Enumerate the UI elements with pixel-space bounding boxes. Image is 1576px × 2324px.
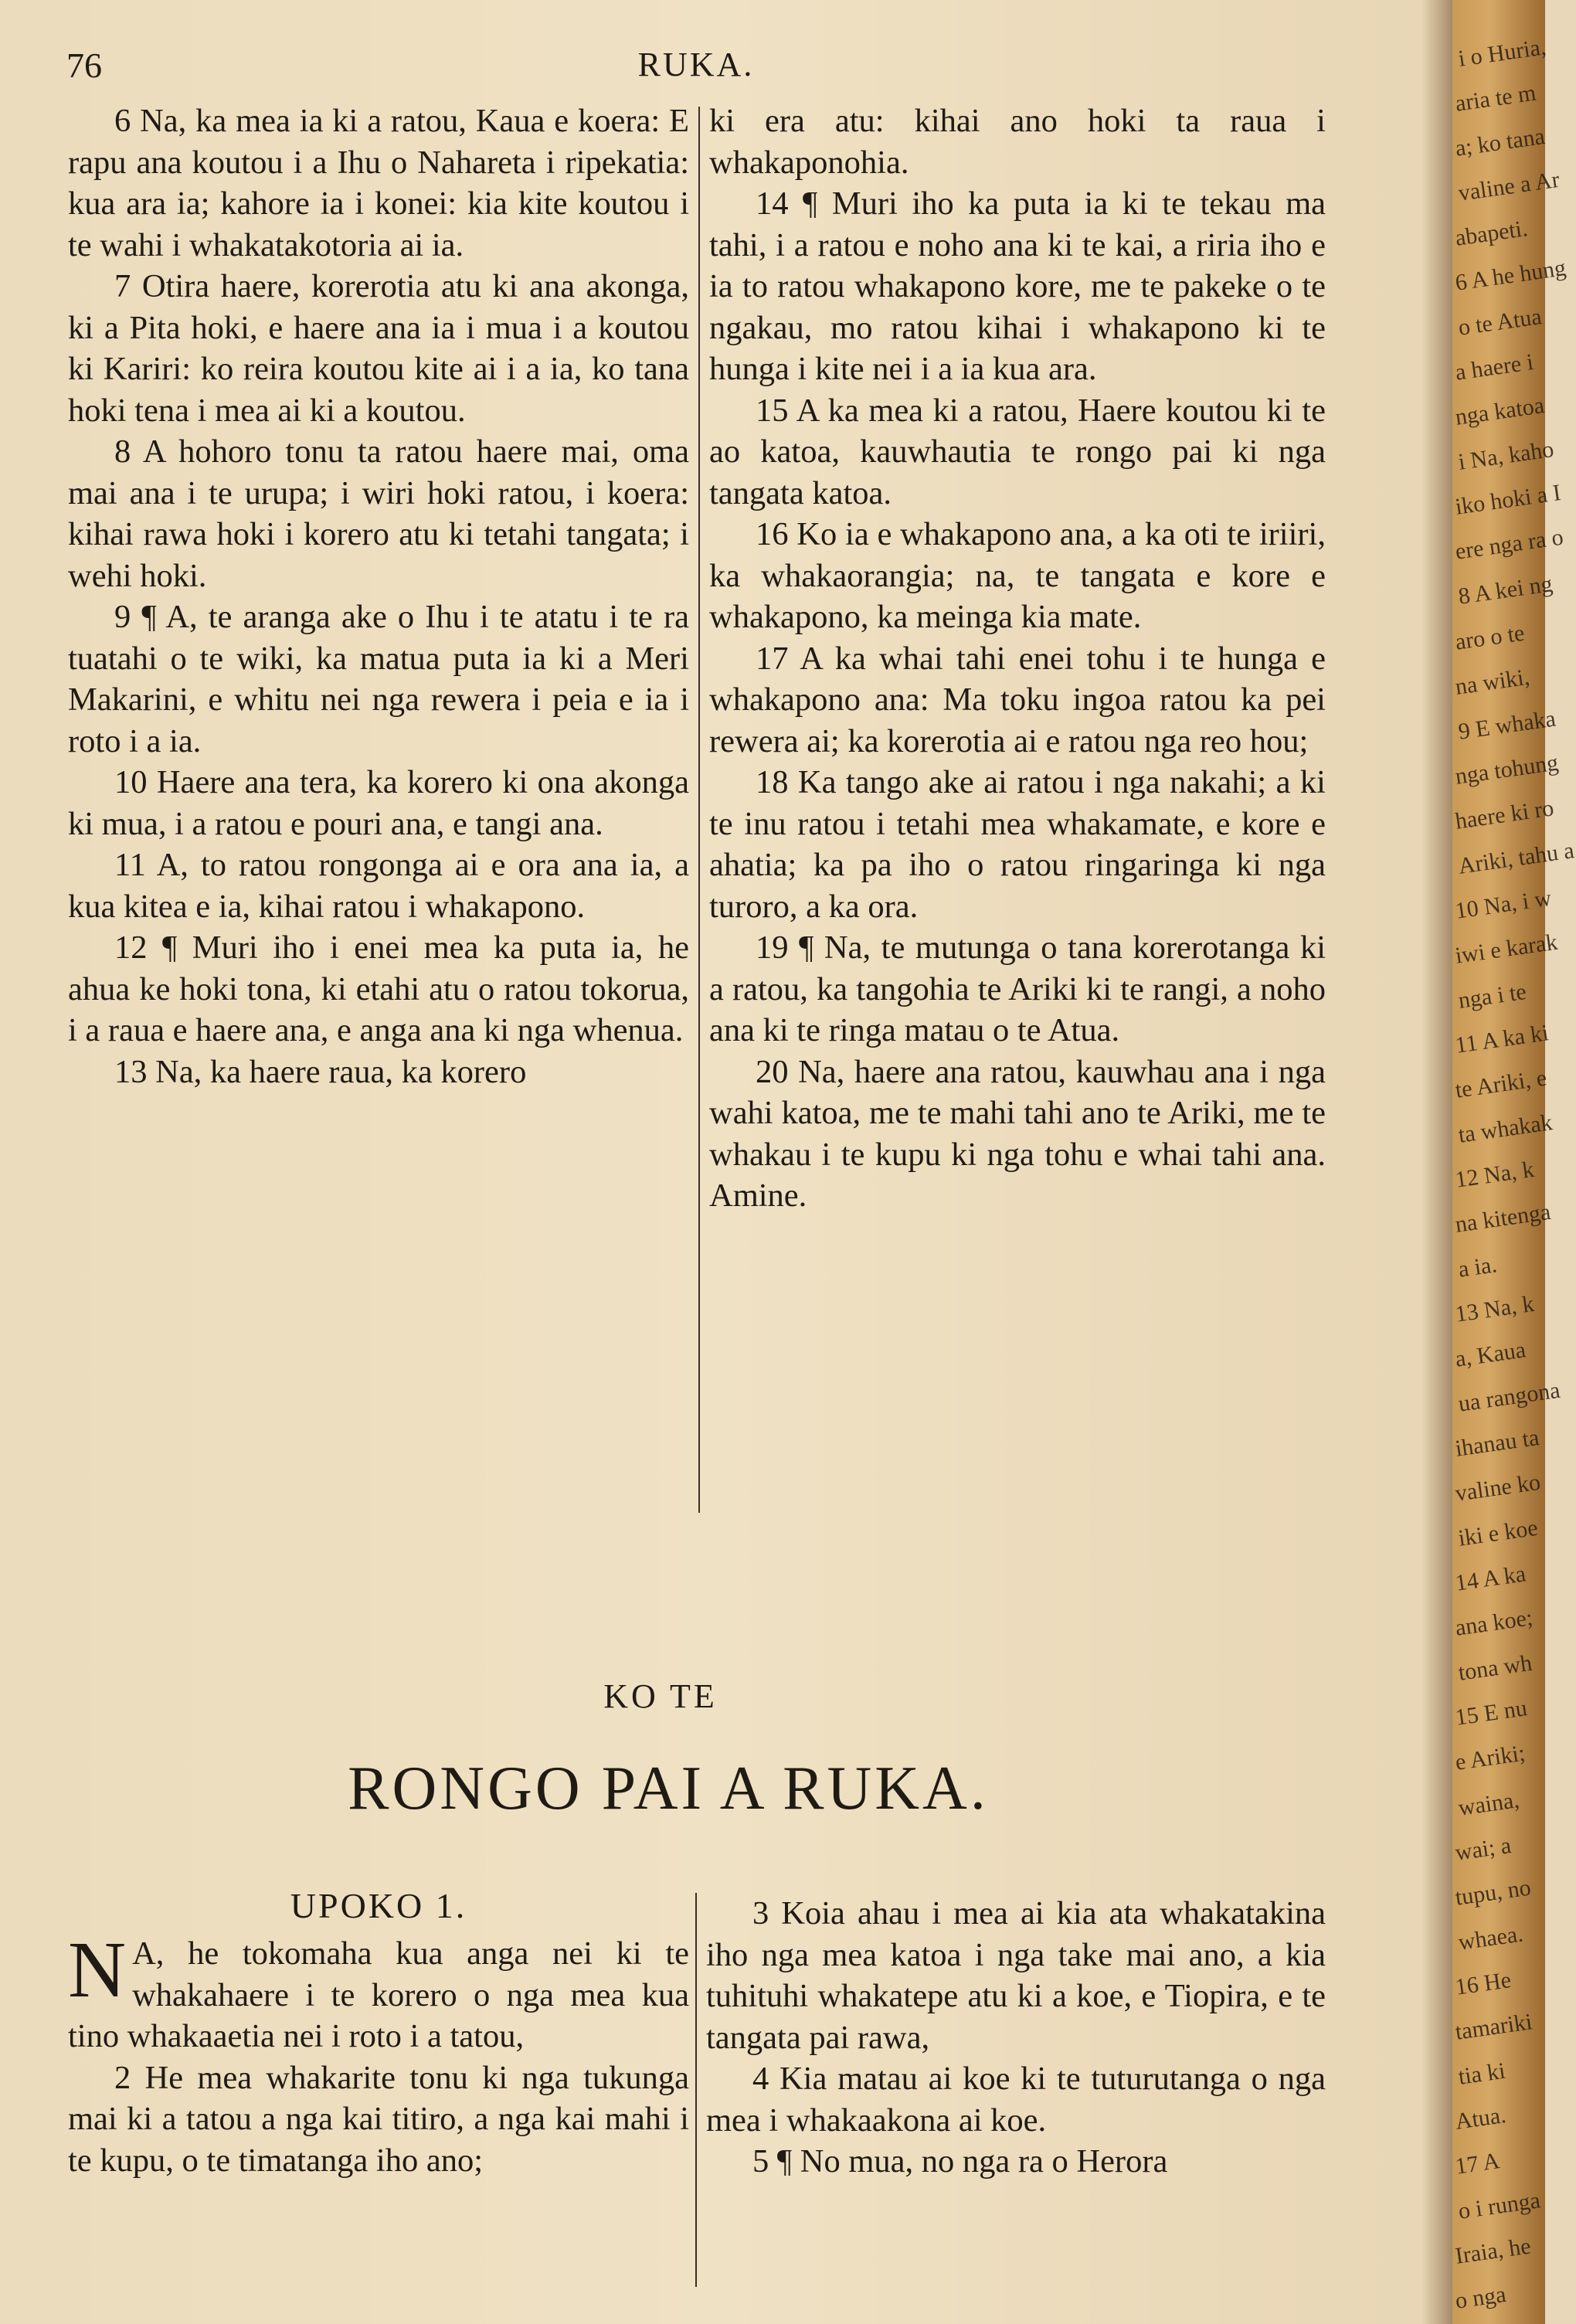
top-right-column bbox=[709, 100, 1326, 1217]
verse-paragraph: 5 ¶ No mua, no nga ra o Herora bbox=[752, 2143, 1168, 2180]
opening-paragraph bbox=[68, 1925, 689, 2057]
adjacent-page-text: a, Kaua bbox=[1453, 1337, 1527, 1372]
column-divider bbox=[698, 107, 700, 1513]
adjacent-page-text: valine ko bbox=[1453, 1469, 1542, 1507]
adjacent-page-text: 13 Na, k bbox=[1453, 1290, 1536, 1327]
adjacent-page-text: waina, bbox=[1456, 1786, 1521, 1821]
verse-paragraph: 10 Haere ana tera, ka korero ki ona akonga ki mua, i a ratou e pouri ana, e tangi ana. bbox=[68, 764, 689, 842]
page-header bbox=[66, 45, 1326, 91]
adjacent-page-text: Iraia, he bbox=[1453, 2233, 1533, 2269]
adjacent-page-text: tamariki bbox=[1453, 2008, 1534, 2045]
drop-cap: N bbox=[68, 1925, 127, 2014]
adjacent-page-edge bbox=[1452, 0, 1576, 2324]
section-title: RONGO PAI A RUKA. bbox=[348, 1755, 989, 1823]
adjacent-page-text: tupu, no bbox=[1453, 1874, 1533, 1911]
verse-paragraph: 11 A, to ratou rongonga ai e ora ana ia, a kua kitea e ia, kihai ratou i whakapono. bbox=[68, 847, 689, 925]
verse-paragraph: 17 A ka whai tahi enei tohu i te hunga e whakapono ana: Ma toku ingoa ratou ka pei rewera ai; ka korerotia ai e ratou nga reo hou; bbox=[709, 640, 1326, 759]
adjacent-page-text: i Na, kaho bbox=[1456, 437, 1556, 476]
adjacent-page-text: a; ko tana bbox=[1453, 124, 1547, 161]
verse-paragraph: 6 Na, ka mea ia ki a ratou, Kaua e koera: E rapu ana koutou i a Ihu o Nahareta i ripekatia: kua ara ia; kahore ia i konei: kia kite koutou i te wahi i whakatakotoria ai ia. bbox=[68, 103, 689, 263]
adjacent-page-text: 17 A bbox=[1453, 2147, 1502, 2180]
adjacent-page-text: Atua. bbox=[1453, 2101, 1508, 2135]
verse-paragraph: 3 Koia ahau i mea ai kia ata whakatakina iho nga mea katoa i nga take mai ano, a kia tuhituhi whakatepe atu ki a koe, e Tiopira, e te tangata pai rawa, bbox=[706, 1895, 1326, 2056]
verse-paragraph: 12 ¶ Muri iho i enei mea ka puta ia, he ahua ke hoki tona, ki etahi atu o ratou tokorua, i a raua e haere ana, e anga ana ki nga whenua. bbox=[68, 929, 689, 1048]
page-number: 76 bbox=[66, 46, 102, 85]
adjacent-page-text: o te Atua bbox=[1456, 304, 1544, 341]
bottom-left-column bbox=[68, 1925, 689, 2181]
adjacent-page-text: 16 He bbox=[1453, 1966, 1513, 2000]
adjacent-page-text: nga i te bbox=[1456, 978, 1528, 1014]
column-divider bbox=[695, 1893, 697, 2287]
verse-paragraph: 13 Na, ka haere raua, ka korero bbox=[114, 1053, 527, 1090]
section-subtitle: KO TE bbox=[603, 1677, 718, 1715]
verse-paragraph: 2 He mea whakarite tonu ki nga tukunga mai ki a tatou a nga kai titiro, a nga kai mahi i te kupu, o te timatanga iho ano; bbox=[68, 2059, 689, 2179]
adjacent-page-text: 12 Na, k bbox=[1453, 1156, 1536, 1193]
adjacent-page-text: te Ariki, e bbox=[1453, 1065, 1549, 1103]
adjacent-page-text: 6 A he hung bbox=[1453, 255, 1568, 297]
verse-paragraph: 8 A hohoro tonu ta ratou haere mai, oma mai ana i te urupa; i wiri hoki ratou, i koera: kihai rawa hoki i korero atu ki tetahi tangata; i wehi hoki. bbox=[68, 433, 689, 594]
adjacent-page-text: iwi e karak bbox=[1453, 929, 1560, 969]
adjacent-page-text: ta whakak bbox=[1456, 1109, 1554, 1148]
adjacent-page-text: haere ki ro bbox=[1453, 794, 1556, 834]
adjacent-page-text: ua rangona bbox=[1456, 1377, 1562, 1418]
opening-text: A, he tokomaha kua anga nei ki te whakahaere i te korero o nga mea kua tino whakaaetia nei i roto i a tatou, bbox=[68, 1935, 689, 2054]
adjacent-page-text: 14 A ka bbox=[1453, 1561, 1528, 1597]
verse-paragraph: 4 Kia matau ai koe ki te tuturutanga o nga mea i whakaakona ai koe. bbox=[706, 2061, 1326, 2139]
gutter-shadow bbox=[1421, 0, 1452, 2324]
verse-paragraph: 15 A ka mea ki a ratou, Haere koutou ki te ao katoa, kauwhautia te rongo pai ki nga tangata katoa. bbox=[709, 392, 1326, 511]
adjacent-page-text: ere nga ra o bbox=[1453, 524, 1565, 566]
verse-paragraph: 16 Ko ia e whakapono ana, a ka oti te iriiri, ka whakaorangia; na, te tangata e kore e whakapono, ka meinga kia mate. bbox=[709, 516, 1326, 635]
bottom-right-column bbox=[706, 1893, 1326, 2183]
chapter-heading: UPOKO 1. bbox=[290, 1886, 467, 1925]
adjacent-page-text: tona wh bbox=[1456, 1650, 1534, 1687]
verse-paragraph: 9 ¶ A, te aranga ake o Ihu i te atatu i te ra tuatahi o te wiki, ka matua puta ia ki a Meri Makarini, e whitu nei nga rewera i peia e ia i roto i a ia. bbox=[68, 599, 689, 759]
verse-paragraph: 19 ¶ Na, te mutunga o tana korerotanga ki a ratou, ka tangohia te Ariki ki te rangi, a noho ana ki te ringa matau o te Atua. bbox=[709, 929, 1326, 1048]
adjacent-page-text: a haere i bbox=[1453, 349, 1535, 386]
adjacent-page-text: o nga bbox=[1453, 2281, 1508, 2314]
adjacent-page-text: ihanau ta bbox=[1453, 1425, 1541, 1463]
adjacent-page-text: Ariki, tahu a bbox=[1456, 837, 1576, 879]
adjacent-page-text: 9 E whaka bbox=[1456, 705, 1557, 745]
adjacent-page-text: abapeti. bbox=[1453, 216, 1530, 252]
verse-paragraph: 20 Na, haere ana ratou, kauwhau ana i nga wahi katoa, me te mahi tahi ano te Ariki, me te whakau i te kupu ki nga tohu e whai tahi ana. Amine. bbox=[709, 1053, 1326, 1214]
verse-paragraph: 14 ¶ Muri iho ka puta ia ki te tekau ma tahi, i a ratou e noho ana ki te kai, a riria iho e ia to ratou whakapono kore, me te pakeke o te ngakau, mo ratou kihai i whakapono ki te hunga i kite nei i a ia kua ara. bbox=[709, 185, 1326, 387]
verse-paragraph: ki era atu: kihai ano hoki ta raua i whakaponohia. bbox=[709, 103, 1326, 181]
adjacent-page-text: tia ki bbox=[1456, 2057, 1507, 2090]
adjacent-page-text: 8 A kei ng bbox=[1456, 571, 1554, 610]
adjacent-page-text: na kitenga bbox=[1453, 1198, 1553, 1238]
adjacent-page-text: na wiki, bbox=[1453, 664, 1531, 700]
adjacent-page-text: 11 A ka ki bbox=[1453, 1020, 1551, 1058]
running-title: RUKA. bbox=[637, 46, 755, 83]
adjacent-page-text: ana koe; bbox=[1453, 1605, 1535, 1642]
adjacent-page-text: aria te m bbox=[1453, 80, 1538, 117]
adjacent-page-text: aro o te bbox=[1453, 620, 1527, 655]
top-left-column bbox=[68, 100, 689, 1092]
adjacent-page-text: wai; a bbox=[1453, 1832, 1513, 1866]
adjacent-page-text: 15 E nu bbox=[1453, 1695, 1529, 1731]
adjacent-page-text: e Ariki; bbox=[1453, 1741, 1527, 1776]
adjacent-page-text: iko hoki a I bbox=[1453, 480, 1563, 521]
adjacent-page-text: whaea. bbox=[1456, 1921, 1525, 1955]
verse-paragraph: 18 Ka tango ake ai ratou i nga nakahi; a ki te inu ratou i tetahi mea whakamate, e kore e ahatia; ka pa iho o ratou ringaringa ki nga turoro, a ka ora. bbox=[709, 764, 1326, 925]
verse-paragraph: 7 Otira haere, korerotia atu ki ana akonga, ki a Pita hoki, e haere ana ia i mua i a koutou ki Kariri: ko reira koutou kite ai i a ia, ko tana hoki tena i mea ai ki a koutou. bbox=[68, 268, 689, 429]
adjacent-page-text: valine a Ar bbox=[1456, 166, 1561, 206]
adjacent-page-text: i o Huria, bbox=[1456, 34, 1548, 72]
adjacent-page-text: nga katoa bbox=[1453, 392, 1546, 431]
adjacent-page-text: 10 Na, i w bbox=[1453, 885, 1553, 924]
adjacent-page-text: nga tohung bbox=[1453, 749, 1561, 790]
adjacent-page-text: iki e koe bbox=[1456, 1515, 1540, 1552]
adjacent-page-text: o i runga bbox=[1456, 2187, 1542, 2224]
adjacent-page-text: a ia. bbox=[1456, 1252, 1499, 1283]
